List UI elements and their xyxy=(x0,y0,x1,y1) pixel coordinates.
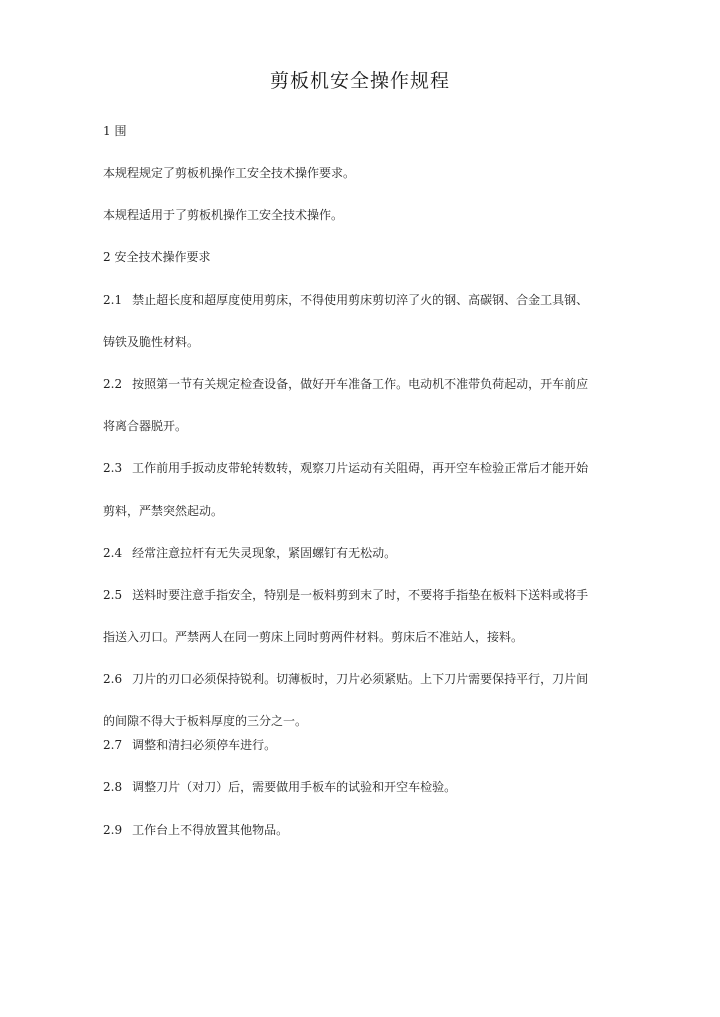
item-number: 2.4 xyxy=(103,546,123,560)
list-item-2-1-continued: 铸铁及脆性材料。 xyxy=(103,335,200,349)
item-number: 2.7 xyxy=(103,738,123,752)
item-number: 2.6 xyxy=(103,672,123,686)
list-item-2-3-continued: 剪料，严禁突然起动。 xyxy=(103,504,224,518)
item-number: 2.5 xyxy=(103,588,123,602)
item-number: 2.9 xyxy=(103,823,123,837)
list-item-2-9 xyxy=(103,822,288,838)
item-number: 2.1 xyxy=(103,293,123,307)
list-item-2-8 xyxy=(103,779,456,795)
paragraph-scope: 本规程规定了剪板机操作工安全技术操作要求。 xyxy=(103,166,356,180)
item-number: 2.2 xyxy=(103,377,123,391)
item-text: 刀片的刃口必须保持锐利。切薄板时，刀片必须紧贴。上下刀片需要保持平行，刀片间 xyxy=(132,672,589,686)
item-text: 调整刀片（对刀）后，需要做用手板车的试验和开空车检验。 xyxy=(132,780,457,794)
list-item-2-7 xyxy=(103,737,276,753)
item-text: 经常注意拉杆有无失灵现象，紧固螺钉有无松动。 xyxy=(132,546,397,560)
list-item-2-6 xyxy=(103,671,588,687)
list-item-2-1 xyxy=(103,292,588,308)
list-item-2-3 xyxy=(103,460,588,476)
item-text: 送料时要注意手指安全，特别是一板料剪到末了时，不要将手指垫在板料下送料或将手 xyxy=(132,588,589,602)
list-item-2-5 xyxy=(103,587,588,603)
list-item-2-2-continued: 将离合器脱开。 xyxy=(103,419,188,433)
item-text: 禁止超长度和超厚度使用剪床，不得使用剪床剪切淬了火的钢、高碳钢、合金工具钢、 xyxy=(132,293,589,307)
list-item-2-4 xyxy=(103,545,396,561)
paragraph-applicability: 本规程适用于了剪板机操作工安全技术操作。 xyxy=(103,208,344,222)
document-title: 剪板机安全操作规程 xyxy=(269,70,450,92)
item-text: 调整和清扫必须停车进行。 xyxy=(132,738,277,752)
item-text: 工作前用手扳动皮带轮转数转，观察刀片运动有关阻碍，再开空车检验正常后才能开始 xyxy=(132,461,589,475)
section-1-heading: 1 围 xyxy=(103,124,127,138)
item-number: 2.8 xyxy=(103,780,123,794)
item-text: 按照第一节有关规定检查设备，做好开车准备工作。电动机不准带负荷起动，开车前应 xyxy=(132,377,589,391)
list-item-2-6-continued: 的间隙不得大于板料厚度的三分之一。 xyxy=(103,714,308,728)
item-number: 2.3 xyxy=(103,461,123,475)
list-item-2-5-continued: 指送入刃口。严禁两人在同一剪床上同时剪两件材料。剪床后不准站人，接料。 xyxy=(103,630,524,644)
section-2-heading: 2 安全技术操作要求 xyxy=(103,250,211,264)
list-item-2-2 xyxy=(103,376,588,392)
item-text: 工作台上不得放置其他物品。 xyxy=(132,823,289,837)
